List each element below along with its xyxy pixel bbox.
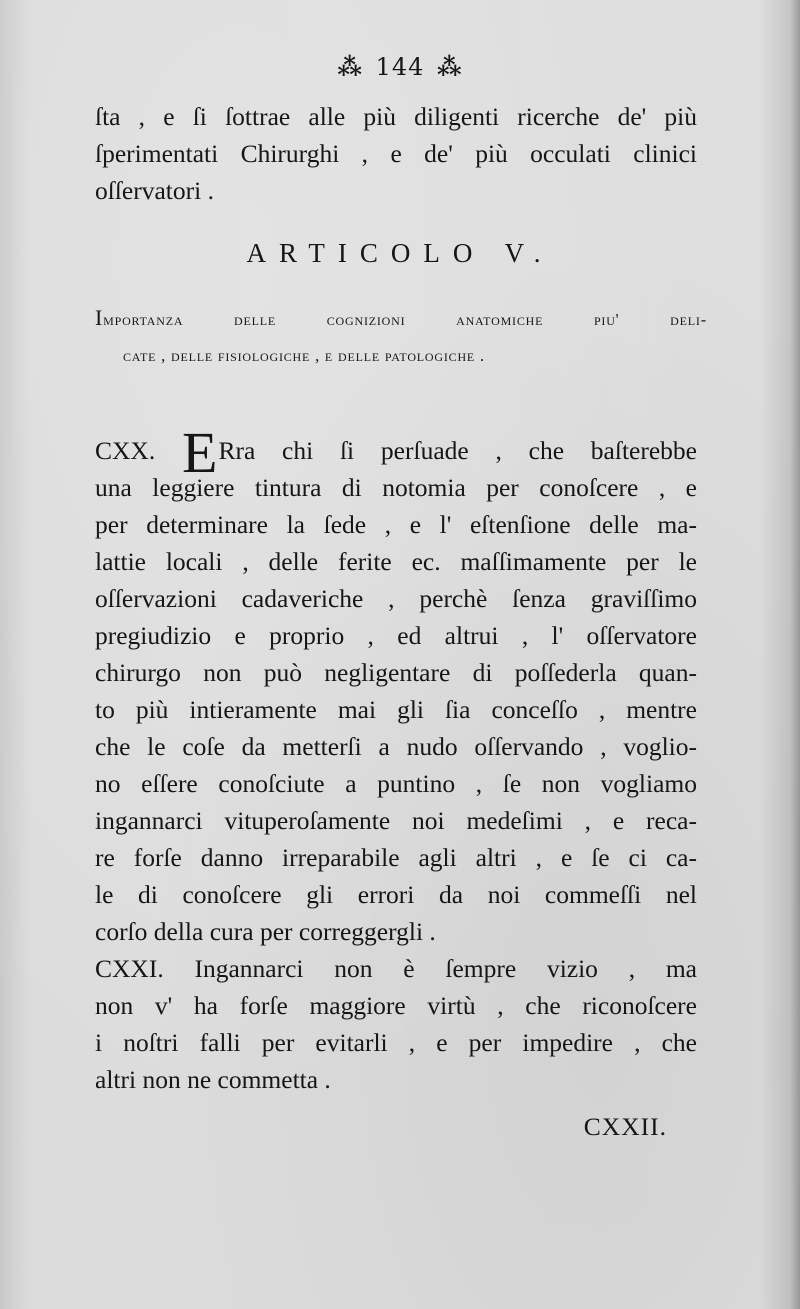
text-line: ſta , e ſi ſottrae alle più diligenti ricerche de' più bbox=[95, 102, 697, 131]
subheading-line1-text: mportanza delle cognizioni anatomiche piu' deli- bbox=[103, 310, 707, 329]
text-line: pregiudizio e proprio , ed altrui , l' oſſervatore bbox=[95, 621, 697, 650]
article-title: ARTICOLO V. bbox=[246, 238, 554, 268]
text-line: chirurgo non può negligentare di poſſederla quan- bbox=[95, 658, 697, 687]
text-line: ſperimentati Chirurghi , e de' più occulati clinici bbox=[95, 139, 697, 168]
text-line: CXXI. Ingannarci non è ſempre vizio , ma bbox=[95, 954, 697, 983]
text-line bbox=[95, 420, 697, 485]
text-line: oſſervazioni cadaveriche , perchè ſenza graviſſimo bbox=[95, 584, 697, 613]
page-edge-shadow bbox=[790, 0, 800, 1309]
text-line: lattie locali , delle ferite ec. maſſimamente per le bbox=[95, 547, 697, 576]
subheading-initial: I bbox=[95, 305, 104, 330]
text-line: una leggiere tintura di notomia per conoſcere , e bbox=[95, 473, 697, 502]
ornament-left-icon: ⁂ bbox=[337, 52, 363, 81]
drop-cap: E bbox=[182, 420, 218, 485]
catchword: CXXII. bbox=[583, 1112, 667, 1141]
page-number: 144 bbox=[375, 53, 425, 81]
text-line: to più intieramente mai gli ſia conceſſo , mentre bbox=[95, 695, 697, 724]
text-line: oſſervatori . bbox=[95, 176, 214, 205]
text-line: per determinare la ſede , e l' eſtenſione delle ma- bbox=[95, 510, 697, 539]
paragraph-cxxi bbox=[95, 950, 697, 1098]
article-subheading bbox=[95, 300, 707, 374]
text-line: ingannarci vituperoſamente noi medeſimi , e reca- bbox=[95, 806, 697, 835]
paragraph-number: CXX. bbox=[95, 436, 156, 465]
text-line: non v' ha forſe maggiore virtù , che riconoſcere bbox=[95, 991, 697, 1020]
subheading-line bbox=[95, 300, 707, 338]
text-line: corſo della cura per correggergli . bbox=[95, 917, 436, 946]
text-line: le di conoſcere gli errori da noi commeſſi nel bbox=[95, 880, 697, 909]
text-line: i noſtri falli per evitarli , e per impedire , che bbox=[95, 1028, 697, 1057]
subheading-line: cate , delle fisiologiche , e delle patologiche . bbox=[123, 346, 485, 365]
intro-text bbox=[95, 98, 697, 209]
paragraph-cxx bbox=[95, 420, 697, 950]
text-line: re forſe danno irreparabile agli altri , e ſe ci ca- bbox=[95, 843, 697, 872]
text-line: altri non ne commetta . bbox=[95, 1065, 331, 1094]
text-line: che le coſe da metterſi a nudo oſſervando , voglio- bbox=[95, 732, 697, 761]
ornament-right-icon: ⁂ bbox=[437, 52, 463, 81]
page-header bbox=[0, 52, 800, 81]
text-line: no eſſere conoſciute a puntino , ſe non vogliamo bbox=[95, 769, 697, 798]
text-line-content: Rra chi ſi perſuade , che baſterebbe bbox=[218, 436, 697, 465]
